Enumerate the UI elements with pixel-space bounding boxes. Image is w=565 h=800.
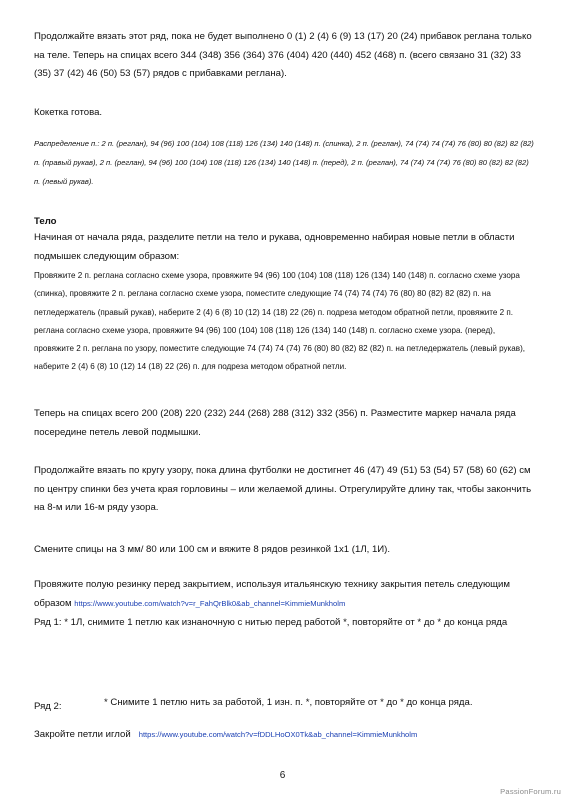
paragraph-text: Распределение п.: 2 п. (реглан), 94 (96) 100 (104) 108 (118) 126 (134) 140 (148) п. (спинка), 2 п. (реглан), 74 (74) 74 (74) 76 (80) 80 (82) 82 (82) п. (правый рукав), 2 п. (реглан), 94 (96) 100 (104) 108 (118) 126 (134) 140 (148) п. (перед), 2 п. (реглан), 74 (74) 74 (74) 76 (80) 80 (82) 82 (82) п. (левый рукав). [34, 139, 534, 186]
row-1-instruction [34, 614, 534, 633]
paragraph-text: Теперь на спицах всего 200 (208) 220 (232) 244 (268) 288 (312) 332 (356) п. Разместите маркер начала ряда посередине петель левой подмышки. [34, 408, 516, 438]
paragraph-text: Смените спицы на 3 мм/ 80 или 100 см и вяжите 8 рядов резинкой 1х1 (1Л, 1И). [34, 544, 391, 555]
paragraph-yoke-done [34, 104, 534, 123]
paragraph-total-stitches [34, 405, 534, 442]
paragraph-knit-instructions [34, 267, 534, 377]
row-1-text-line [34, 614, 534, 633]
paragraph-text: Продолжайте вязать по кругу узору, пока длина футболки не достигнет 46 (47) 49 (51) 53 (54) 57 (58) 60 (62) см по центру спинки без учета края горловины – или желаемой длины. Отрегулируйте длину так, чтобы закончить на 8-м или 16-м ряду узора. [34, 465, 532, 513]
paragraph-text: Кокетка готова. [34, 107, 103, 118]
paragraph-divide-stitches [34, 229, 534, 266]
paragraph-stitch-distribution [34, 135, 534, 191]
paragraph-text [34, 726, 534, 745]
youtube-link[interactable]: https://www.youtube.com/watch?v=fDDLHoOX0Tk&ab_channel=KimmieMunkholm [138, 730, 418, 739]
paragraph-length [34, 462, 534, 518]
paragraph-text [34, 576, 534, 613]
page-number: 6 [279, 770, 286, 781]
paragraph-text: Продолжайте вязать этот ряд, пока не будет выполнено 0 (1) 2 (4) 6 (9) 13 (17) 20 (24) прибавок реглана только на теле. Теперь на спицах всего 344 (348) 356 (364) 376 (404) 420 (440) 452 (468) п. (всего связано 31 (32) 33 (35) 37 (42) 46 (50) 53 (57) рядов с прибавками реглана). [34, 31, 532, 79]
row-1-label: Ряд 1: [34, 617, 62, 628]
watermark: PassionForum.ru [500, 787, 561, 796]
youtube-link[interactable]: https://www.youtube.com/watch?v=r_FahQrBlk0&ab_channel=KimmieMunkholm [74, 598, 346, 608]
paragraph-tubular-rib [34, 576, 534, 613]
paragraph-bind-off [34, 726, 534, 745]
paragraph-text: Провяжите 2 п. реглана согласно схеме узора, провяжите 94 (96) 100 (104) 108 (118) 126 (134) 140 (148) п. согласно схеме узора (спинка), провяжите 2 п. реглана согласно схеме узора, поместите следующие 74 (74) 74 (74) 76 (80) 80 (82) 82 (82) п. на петледержатель (правый рукав), наберите 2 (4) 6 (8) 10 (12) 14 (18) 22 (26) п. подреза методом обратной петли, провяжите 2 п. реглана согласно схеме узора, провяжите 94 (96) 100 (104) 108 (118) 126 (134) 140 (148) п. согласно схеме узора. (перед), провяжите 2 п. реглана по узору, поместите следующие 74 (74) 74 (74) 76 (80) 80 (82) 82 (82) п. на петледержатель (левый рукав), наберите 2 (4) 6 (8) 10 (12) 14 (18) 22 (26) п. для подреза методом обратной петли. [34, 271, 526, 372]
heading-text: Тело [34, 216, 57, 227]
paragraph-change-needles [34, 541, 534, 560]
section-heading-body [34, 216, 534, 227]
paragraph-text: Начиная от начала ряда, разделите петли на тело и рукава, одновременно набирая новые петли в области подмышек следующим образом: [34, 232, 515, 262]
row-1-text: * 1Л, снимите 1 петлю как изнаночную с нитью перед работой *, повторяйте от * до * до конца ряда [64, 617, 508, 628]
row-2-label: Ряд 2: [34, 701, 62, 712]
paragraph-text-part: Закройте петли иглой [34, 729, 131, 740]
paragraph-text-part: Провяжите полую резинку перед закрытием, используя итальянскую технику закрытия петель следующим образом [34, 579, 510, 609]
paragraph-raglan-increases [34, 28, 534, 84]
row-2-text: * Снимите 1 петлю нить за работой, 1 изн. п. *, повторяйте от * до * до конца ряда. [104, 697, 473, 708]
